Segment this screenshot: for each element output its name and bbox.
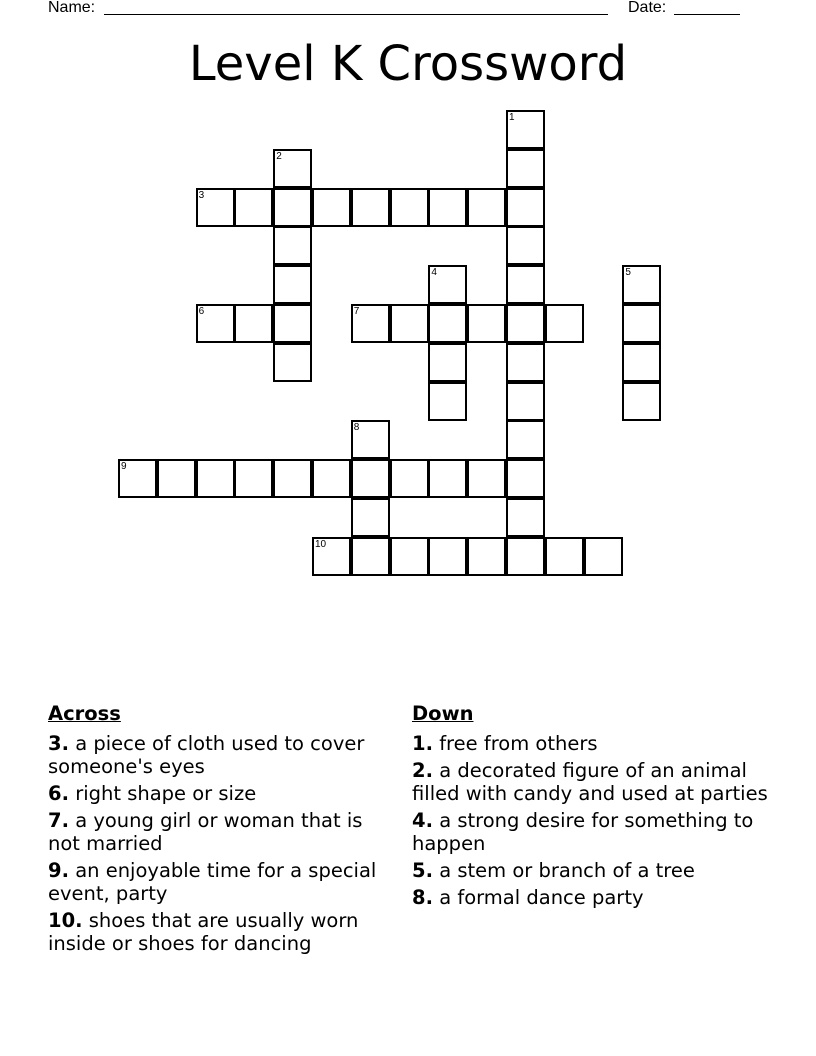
date-label: Date: — [628, 0, 667, 16]
crossword-cell[interactable] — [234, 304, 273, 343]
crossword-cell[interactable] — [622, 265, 661, 304]
name-label: Name: — [48, 0, 96, 16]
clue-across-9: 9. an enjoyable time for a special event, party — [48, 859, 377, 905]
crossword-cell[interactable] — [506, 188, 545, 227]
crossword-cell[interactable] — [467, 304, 506, 343]
crossword-cell[interactable] — [506, 265, 545, 304]
crossword-cell[interactable] — [584, 537, 623, 576]
crossword-cell[interactable] — [273, 265, 312, 304]
crossword-cell[interactable] — [351, 498, 390, 537]
cell-number: 7 — [353, 306, 360, 317]
crossword-cell[interactable] — [506, 149, 545, 188]
page-title: Level K Crossword — [188, 36, 628, 92]
crossword-cell[interactable] — [545, 537, 584, 576]
cell-number: 5 — [625, 267, 631, 279]
crossword-cell[interactable] — [428, 382, 467, 421]
crossword-cell[interactable] — [196, 459, 235, 498]
crossword-cell[interactable] — [273, 188, 312, 227]
crossword-cell[interactable] — [428, 343, 467, 382]
crossword-cell[interactable] — [312, 459, 351, 498]
cell-number: 1 — [509, 112, 515, 123]
clue-across-3: 3. a piece of cloth used to cover someone's eyes — [48, 732, 365, 778]
crossword-cell[interactable] — [506, 420, 545, 459]
cell-number: 3 — [198, 189, 205, 201]
cell-number: 8 — [353, 422, 360, 434]
crossword-cell[interactable] — [506, 382, 545, 421]
crossword-cell[interactable] — [390, 304, 429, 343]
crossword-cell[interactable] — [234, 459, 273, 498]
crossword-cell[interactable] — [545, 304, 584, 343]
crossword-cell[interactable] — [428, 537, 467, 576]
crossword-cell[interactable] — [390, 188, 429, 227]
clue-down-2: 2. a decorated figure of an animal filled with candy and used at parties — [412, 759, 768, 805]
cell-number: 6 — [198, 306, 205, 317]
crossword-cell[interactable] — [428, 304, 467, 343]
crossword-cell[interactable] — [622, 343, 661, 382]
cell-number: 2 — [276, 150, 282, 162]
crossword-cell[interactable] — [157, 459, 196, 498]
down-clues — [412, 700, 782, 913]
crossword-cell[interactable] — [312, 537, 351, 576]
crossword-cell[interactable] — [506, 459, 545, 498]
crossword-cell[interactable] — [312, 188, 351, 227]
crossword-cell[interactable] — [467, 459, 506, 498]
crossword-cell[interactable] — [351, 537, 390, 576]
crossword-cell[interactable] — [351, 304, 390, 343]
crossword-cell[interactable] — [506, 498, 545, 537]
crossword-cell[interactable] — [273, 149, 312, 188]
down-heading: Down — [412, 702, 474, 725]
crossword-cell[interactable] — [506, 110, 545, 149]
crossword-cell[interactable] — [428, 459, 467, 498]
clue-down-8: 8. a formal dance party — [412, 886, 644, 909]
crossword-cell[interactable] — [196, 188, 235, 227]
crossword-cell[interactable] — [428, 188, 467, 227]
crossword-cell[interactable] — [390, 459, 429, 498]
crossword-cell[interactable] — [273, 226, 312, 265]
crossword-cell[interactable] — [273, 459, 312, 498]
crossword-cell[interactable] — [234, 188, 273, 227]
crossword-cell[interactable] — [506, 537, 545, 576]
crossword-cell[interactable] — [622, 382, 661, 421]
cell-number: 9 — [121, 461, 127, 473]
crossword-cell[interactable] — [351, 459, 390, 498]
clue-across-10: 10. shoes that are usually worn inside or shoes for dancing — [48, 909, 359, 955]
crossword-cell[interactable] — [506, 226, 545, 265]
crossword-cell[interactable] — [118, 459, 157, 498]
crossword-cell[interactable] — [467, 188, 506, 227]
crossword-cell[interactable] — [351, 420, 390, 459]
clue-down-1: 1. free from others — [412, 732, 598, 755]
clue-across-7: 7. a young girl or woman that is not married — [48, 809, 363, 855]
crossword-cell[interactable] — [622, 304, 661, 343]
crossword-cell[interactable] — [273, 343, 312, 382]
crossword-cell[interactable] — [351, 188, 390, 227]
clue-down-5: 5. a stem or branch of a tree — [412, 859, 695, 882]
crossword-cell[interactable] — [196, 304, 235, 343]
crossword-cell[interactable] — [390, 537, 429, 576]
cell-number: 4 — [431, 267, 437, 279]
crossword-cell[interactable] — [273, 304, 312, 343]
across-clues — [48, 700, 388, 959]
clue-down-4: 4. a strong desire for something to happen — [412, 809, 754, 855]
across-heading: Across — [48, 702, 121, 725]
crossword-cell[interactable] — [428, 265, 467, 304]
cell-number: 10 — [315, 538, 327, 550]
crossword-cell[interactable] — [506, 304, 545, 343]
clue-across-6: 6. right shape or size — [48, 782, 257, 805]
crossword-cell[interactable] — [506, 343, 545, 382]
crossword-cell[interactable] — [467, 537, 506, 576]
